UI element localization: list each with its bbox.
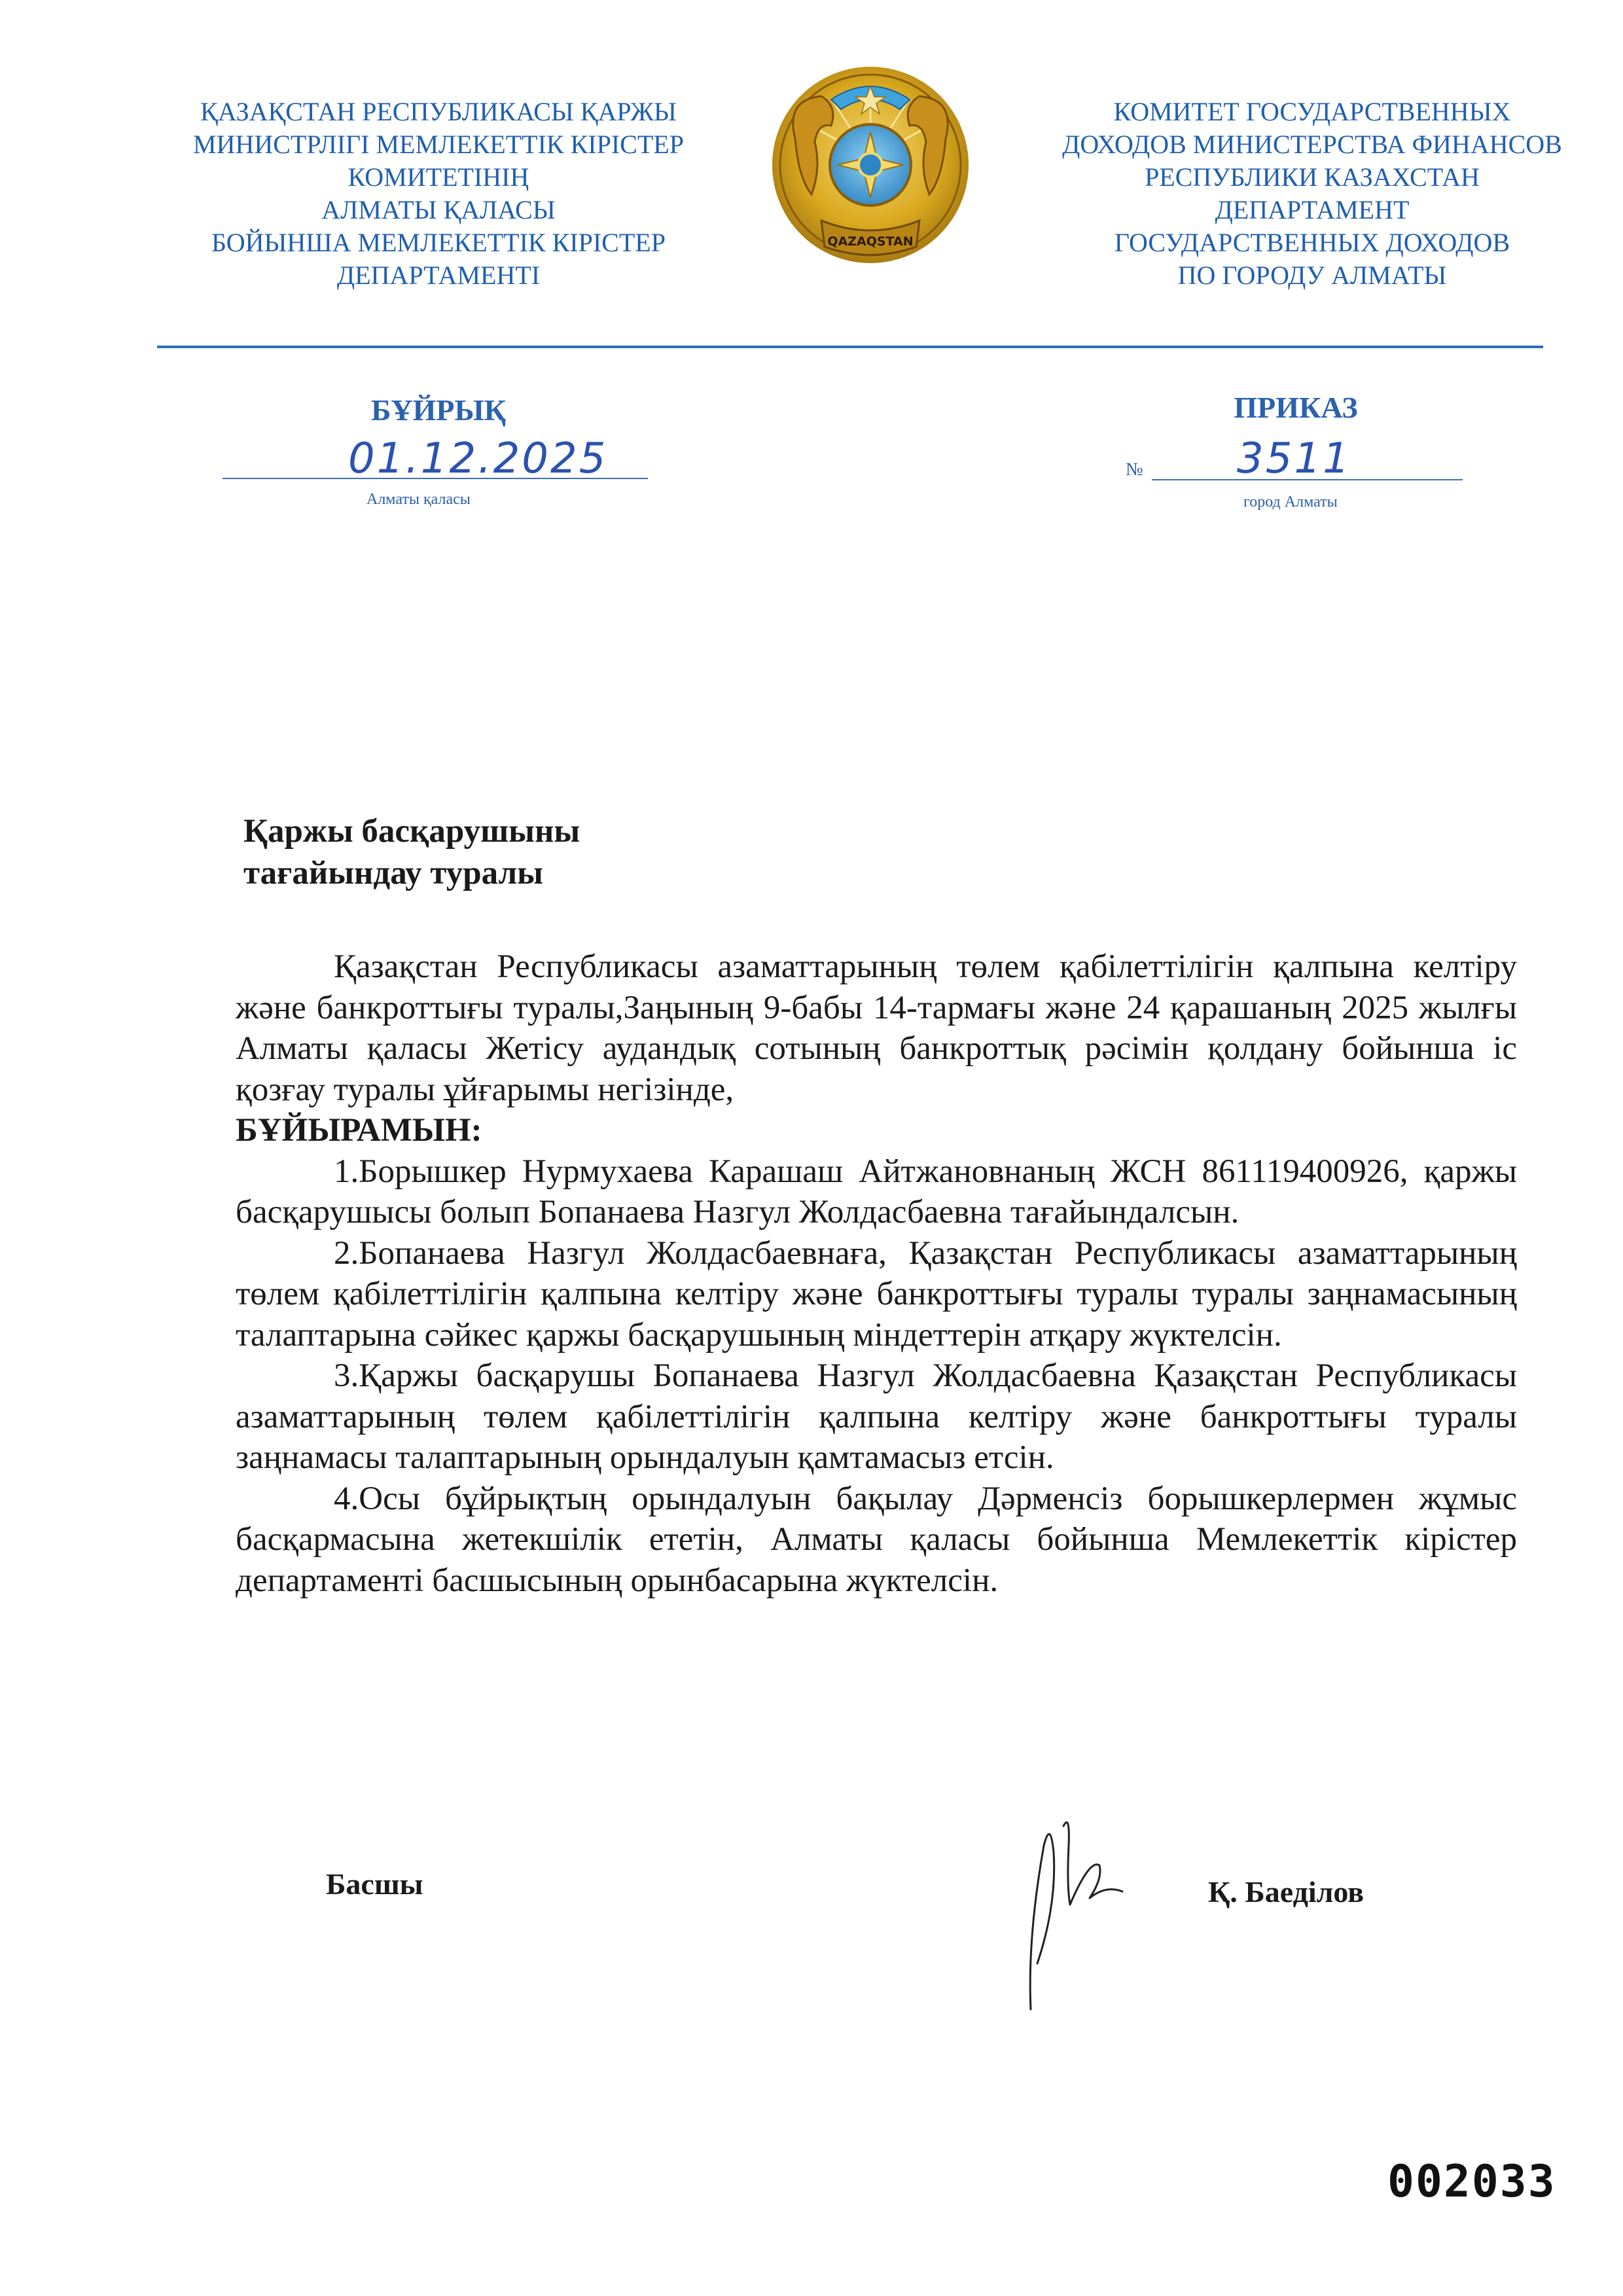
- date-underline: [223, 478, 648, 479]
- header-kz-line: БОЙЫНША МЕМЛЕКЕТТІК КІРІСТЕР: [211, 228, 666, 257]
- order-item: 1.Борышкер Нурмухаева Карашаш Айтжановнаның ЖСН 861119400926, қаржы басқарушысы болып Бопанаева Назгул Жолдасбаевна тағайындалсын.: [236, 1153, 1517, 1230]
- header-ru-line: ГОСУДАРСТВЕННЫХ ДОХОДОВ: [1114, 228, 1510, 257]
- city-kz: Алматы қаласы: [366, 491, 471, 508]
- header-ru-line: КОМИТЕТ ГОСУДАРСТВЕННЫХ: [1113, 97, 1511, 126]
- header-ru: [998, 96, 1623, 292]
- emblem-icon: [759, 60, 982, 283]
- header-ru-line: РЕСПУБЛИКИ КАЗАХСТАН: [1145, 162, 1480, 192]
- header-divider: [157, 346, 1543, 348]
- city-ru: город Алматы: [1243, 493, 1338, 511]
- header-kz-line: ДЕПАРТАМЕНТІ: [336, 260, 541, 290]
- header-ru-line: ДОХОДОВ МИНИСТЕРСТВА ФИНАНСОВ: [1062, 130, 1562, 159]
- number-sign: №: [1126, 459, 1143, 480]
- document-serial-number: 002033: [1387, 2156, 1556, 2208]
- subject-line: тағайындау туралы: [243, 855, 544, 891]
- order-date: 01.12.2025: [348, 435, 608, 483]
- header-kz-line: МИНИСТРЛІГІ МЕМЛЕКЕТТІК КІРІСТЕР: [193, 130, 684, 159]
- order-subject: [243, 810, 580, 894]
- number-underline: [1152, 479, 1463, 480]
- order-title-ru: ПРИКАЗ: [1234, 391, 1358, 424]
- order-title-kz: БҰЙРЫҚ: [370, 393, 507, 427]
- state-emblem: [759, 60, 982, 283]
- order-number: 3511: [1237, 435, 1351, 483]
- handwritten-signature: [991, 1806, 1142, 2016]
- subject-line: Қаржы басқарушыны: [243, 813, 580, 850]
- preamble-paragraph: Қазақстан Республикасы азаматтарының төлем қабілеттілігін қалпына келтіру және банкроттығы туралы,Заңының 9-бабы 14-тармағы және 24 қарашаның 2025 жылғы Алматы қаласы Жетісу аудандық сотының банкроттық рәсімін қолдану бойынша іс қозғау туралы ұйғарымы негізінде,: [236, 948, 1517, 1108]
- header-ru-line: ДЕПАРТАМЕНТ: [1215, 195, 1410, 224]
- order-body: [236, 946, 1517, 1601]
- order-item: 4.Осы бұйрықтың орындалуын бақылау Дәрменсіз борышкерлермен жұмыс басқармасына жетекшілік ететін, Алматы қаласы бойынша Мемлекеттік кірістер департаменті басшысының орынбасарына жүктелсін.: [236, 1480, 1517, 1599]
- header-kz-line: АЛМАТЫ ҚАЛАСЫ: [321, 195, 556, 224]
- emblem-ribbon-text: QAZAQSTAN: [827, 234, 914, 249]
- signatory-position: Басшы: [326, 1867, 423, 1901]
- header-kz: [124, 96, 753, 292]
- signature-icon: [991, 1806, 1142, 2016]
- signatory-name: Қ. Баеділов: [1208, 1875, 1364, 1909]
- header-ru-line: ПО ГОРОДУ АЛМАТЫ: [1177, 260, 1447, 290]
- order-item: 2.Бопанаева Назгул Жолдасбаевнаға, Қазақстан Республикасы азаматтарының төлем қабілеттілігін қалпына келтіру және банкроттығы туралы туралы заңнамасының талаптарына сәйкес қаржы басқарушының міндеттерін атқару жүктелсін.: [236, 1234, 1517, 1354]
- header-kz-line: КОМИТЕТІНІҢ: [348, 162, 529, 192]
- directive: БҰЙЫРАМЫН:: [236, 1112, 482, 1149]
- header-kz-line: ҚАЗАҚСТАН РЕСПУБЛИКАСЫ ҚАРЖЫ: [200, 97, 677, 126]
- order-item: 3.Қаржы басқарушы Бопанаева Назгул Жолдасбаевна Қазақстан Республикасы азаматтарының төлем қабілеттілігін қалпына келтіру және банкроттығы туралы заңнамасы талаптарының орындалуын қамтамасыз етсін.: [236, 1357, 1517, 1476]
